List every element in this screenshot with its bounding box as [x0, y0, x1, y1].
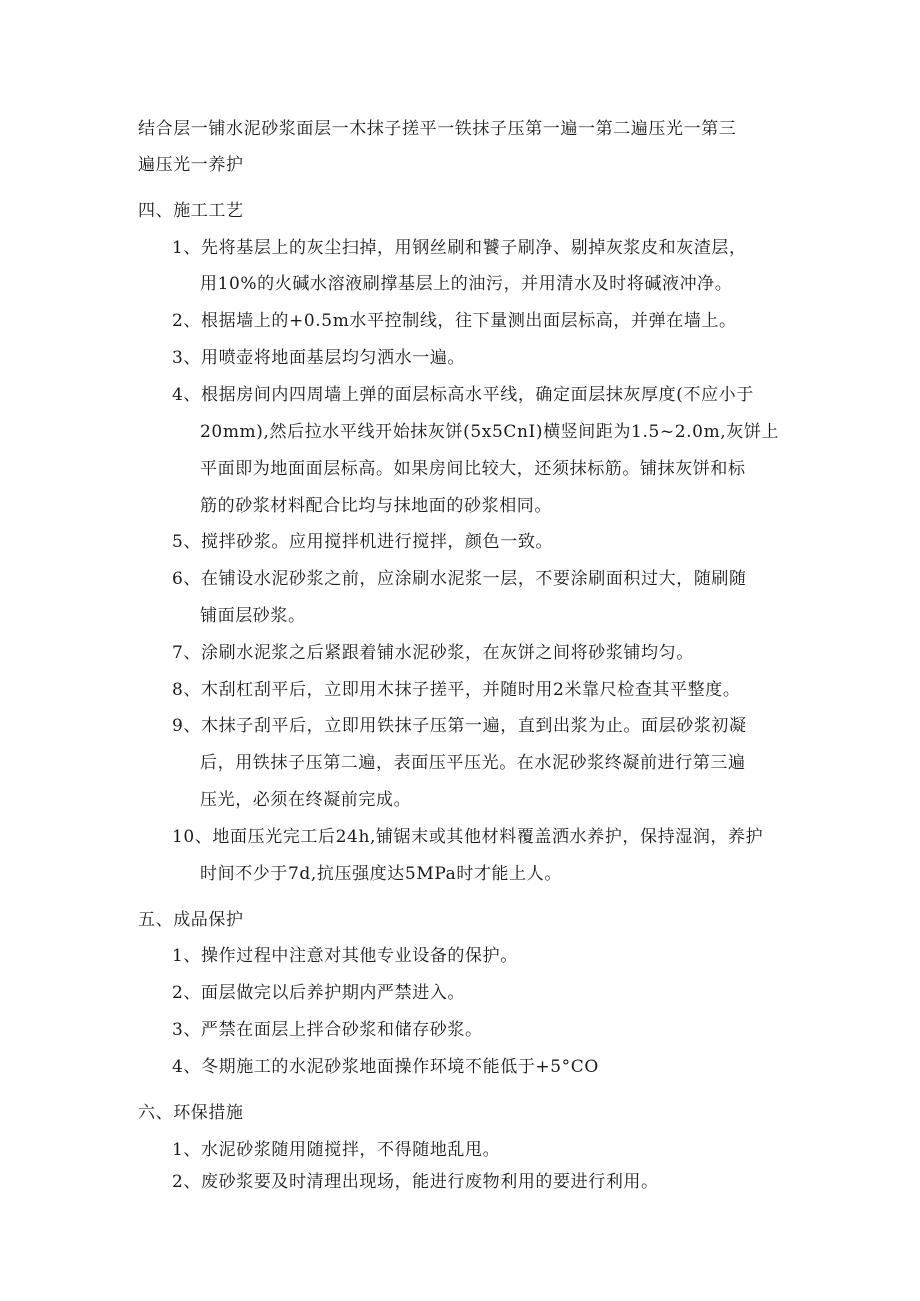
- section-heading: 五、成品保护: [138, 910, 244, 930]
- list-item: 8、木刮杠刮平后，立即用木抹子搓平，并随时用2米靠尺检查其平整度。: [172, 680, 741, 700]
- list-item-continuation: 20mm),然后拉水平线开始抹灰饼(5x5CnI)横竖间距为1.5~2.0m,灰饼上: [200, 422, 780, 442]
- list-item-continuation: 筋的砂浆材料配合比均与抹地面的砂浆相同。: [200, 496, 552, 516]
- list-item-continuation: 铺面层砂浆。: [200, 606, 306, 626]
- list-item: 9、木抹子刮平后，立即用铁抹子压第一遍，直到出浆为止。面层砂浆初凝: [172, 716, 747, 736]
- list-item: 7、涂刷水泥浆之后紧跟着铺水泥砂浆，在灰饼之间将砂浆铺均匀。: [172, 643, 694, 663]
- list-item: 6、在铺设水泥砂浆之前，应涂刷水泥浆一层，不要涂刷面积过大，随刷随: [172, 569, 747, 589]
- list-item-continuation: 平面即为地面面层标高。如果房间比较大，还须抹标筋。铺抹灰饼和标: [200, 459, 746, 479]
- list-item: 3、用喷壶将地面基层均匀洒水一遍。: [172, 348, 466, 368]
- list-item-continuation: 后，用铁抹子压第二遍，表面压平压光。在水泥砂浆终凝前进行第三遍: [200, 753, 746, 773]
- list-item: 2、面层做完以后养护期内严禁进入。: [172, 983, 466, 1003]
- list-item: 5、搅拌砂浆。应用搅拌机进行搅拌，颜色一致。: [172, 532, 554, 552]
- list-item: 1、先将基层上的灰尘扫掉，用钢丝刷和饕子刷净、剔掉灰浆皮和灰渣层，: [172, 238, 747, 258]
- section-heading: 六、环保措施: [138, 1103, 244, 1123]
- list-item-continuation: 时间不少于7d,抗压强度达5MPa时才能上人。: [200, 864, 562, 884]
- intro-line: 结合层一铺水泥砂浆面层一木抹子搓平一铁抹子压第一遍一第二遍压光一第三: [138, 119, 737, 139]
- list-item: 2、根据墙上的+0.5m水平控制线，往下量测出面层标高，并弹在墙上。: [172, 311, 737, 331]
- list-item: 1、水泥砂浆随用随搅拌，不得随地乱甩。: [172, 1140, 501, 1160]
- list-item-continuation: 压光，必须在终凝前完成。: [200, 790, 412, 810]
- list-item: 10、地面压光完工后24h,铺锯末或其他材料覆盖洒水养护，保持湿润，养护: [172, 827, 764, 847]
- section-heading: 四、施工工艺: [138, 201, 244, 221]
- list-item: 4、冬期施工的水泥砂浆地面操作环境不能低于+5°CO: [172, 1057, 599, 1077]
- list-item: 1、操作过程中注意对其他专业设备的保护。: [172, 946, 518, 966]
- list-item: 3、严禁在面层上拌合砂浆和储存砂浆。: [172, 1020, 483, 1040]
- list-item-continuation: 用10%的火碱水溶液刷撑基层上的油污，并用清水及时将碱液冲净。: [200, 274, 733, 294]
- list-item: 2、废砂浆要及时清理出现场，能进行废物利用的要进行利用。: [172, 1172, 659, 1192]
- intro-line: 遍压光一养护: [138, 155, 244, 175]
- list-item: 4、根据房间内四周墙上弹的面层标高水平线，确定面层抹灰厚度(不应小于: [172, 385, 754, 405]
